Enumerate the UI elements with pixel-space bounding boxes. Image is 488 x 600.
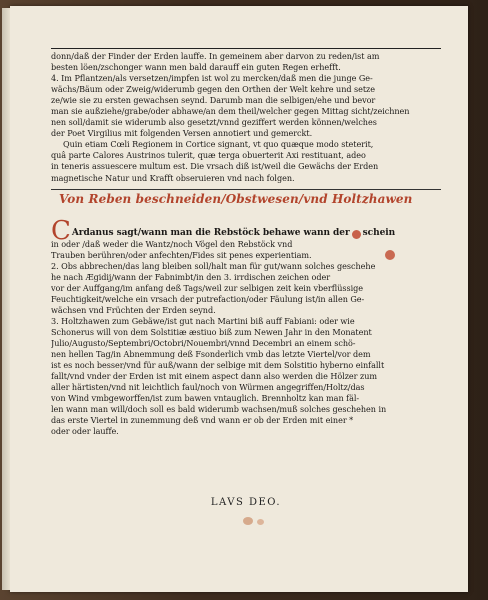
text-line: der Poet Virgilius mit folgenden Versen annotiert und gemerckt. <box>51 128 313 139</box>
text-line: wächsen vnd Früchten der Erden seynd. <box>51 304 216 315</box>
text-line: len wann man will/doch soll es bald widerumb wachsen/muß solches geschehen in <box>51 404 387 415</box>
text-line: donn/daß der Finder der Erden lauffe. In gemeinem aber darvon zu reden/ist am <box>51 51 380 61</box>
text-line: vor der Auffgang/im anfang deß Tags/weil zur selbigen zeit kein vberflüssige <box>51 282 364 293</box>
drop-cap: C <box>51 215 71 246</box>
text-line: ze/wie sie zu ersten gewachsen seynd. Darumb man die selbigen/ehe und bevor <box>51 95 376 106</box>
section-heading-band <box>51 189 441 212</box>
latin-quote-line: Quin etiam Cœli Regionem in Cortice signant, vt quo quæque modo steterit, <box>63 139 374 150</box>
text-line: von Wind vmbgeworffen/ist zum bawen vntauglich. Brennholtz kan man fäl- <box>51 393 360 404</box>
text-line: man sie außziehe/grabe/oder abhawe/an dem theil/welcher gegen Mittag sicht/zeichnen <box>51 106 410 117</box>
first-line-end: schein <box>362 227 396 238</box>
text-line: in teneris assuescere multum est. Die vrsach diß ist/weil die Gewächs der Erden <box>51 161 379 172</box>
text-line: fallt/vnd vnder der Erden ist mit einem aspect dann also werden die Hölzer zum <box>51 371 378 382</box>
closing-laus-deo: LAVS DEO. <box>210 497 282 508</box>
text-line: nen soll/damit sie widerumb also gesetzt/vnnd geziffert werden können/welches <box>51 117 377 128</box>
ink-stain <box>257 519 264 525</box>
section-body <box>51 215 441 438</box>
text-block <box>51 48 441 508</box>
text-line: Schonerus will von dem Solstitiæ æstiuo biß zum Newen Jahr in den Monatent <box>51 326 372 337</box>
book-page <box>10 6 468 592</box>
text-line: das erste Viertel in zunemmung deß vnd wann er ob der Erden mit einer * <box>51 415 354 426</box>
first-line-text: Ardanus sagt/wann man die Rebstöck behawe wann der <box>71 227 350 238</box>
text-line: Feuchtigkeit/welche ein vrsach der putrefaction/oder Fäulung ist/in allen Ge- <box>51 293 365 304</box>
text-line: Trauben berühren/oder anfechten/Fides sit penes experientiam. <box>51 249 312 260</box>
section-heading: Von Reben beschneiden/Obstwesen/vnd Holtzhawen <box>59 191 413 206</box>
text-line: aller härtisten/vnd nit leichtlich faul/noch von Würmen angegriffen/Holtz/das <box>51 382 365 393</box>
text-line: nen hellen Tag/in Abnemmung deß Fsonderlich vmb das letzte Viertel/vor dem <box>51 349 371 360</box>
text-line: 4. Im Pflantzen/als versetzen/impfen ist wol zu mercken/daß men die junge Ge- <box>51 73 373 84</box>
sun-symbol-icon <box>352 230 361 239</box>
text-line: besten löen/zschonger wann men bald darauff ein guten Regen erhefft. <box>51 62 341 73</box>
text-line: oder oder lauffe. <box>51 426 119 437</box>
text-line: he nach Ægidij/wann der Fabnimbt/in den 3. irrdischen zeichen oder <box>51 271 331 282</box>
text-line: magnetische Natur und Krafft obseruieren vnd nach folgen. <box>51 172 295 183</box>
latin-quote-line: quâ parte Calores Austrinos tulerit, quæ terga obuerterit Axi restituant, adeo <box>51 150 366 161</box>
text-line: wächs/Bäum oder Zweig/widerumb gegen den Orthen der Welt kehre und setze <box>51 84 376 95</box>
ink-stain <box>243 517 253 525</box>
text-line: 2. Obs abbrechen/das lang bleiben soll/halt man für gut/wann solches geschehe <box>51 260 376 271</box>
text-line: Julio/Augusto/Septembri/Octobri/Nouembri/vnnd Decembri an einem schö- <box>51 337 356 348</box>
text-line: ist es noch besser/vnd für auß/wann der selbige mit dem Solstitio hyberno einfallt <box>51 360 385 371</box>
text-line: in oder /daß weder die Wantz/noch Vögel den Rebstöck vnd <box>51 238 293 249</box>
text-line: 3. Holtzhawen zum Gebäwe/ist gut nach Martini biß auff Fabiani: oder wie <box>51 315 355 326</box>
